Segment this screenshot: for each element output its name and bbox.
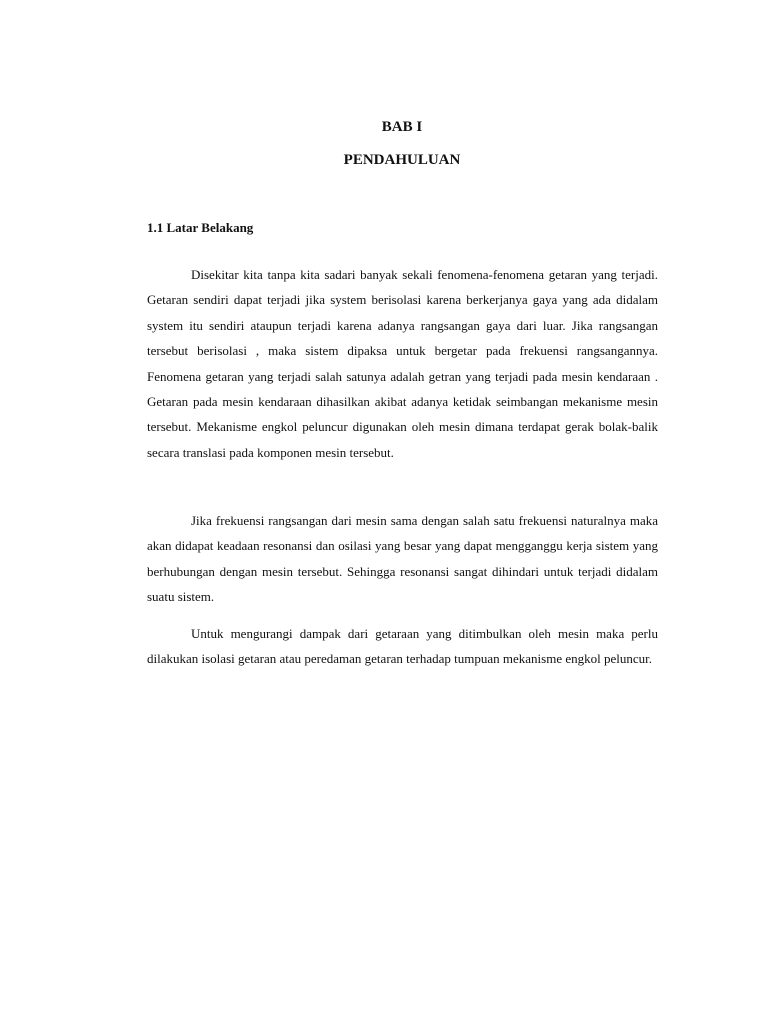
paragraph-1: Disekitar kita tanpa kita sadari banyak sekali fenomena-fenomena getaran yang terjadi. Getaran sendiri dapat terjadi jika system berisolasi karena berkerjanya gaya yang ada didalam system itu sendiri ataupun terjadi karena adanya rangsangan gaya dari luar. Jika rangsangan tersebut berisolasi , maka sistem dipaksa untuk bergetar pada frekuensi rangsangannya. Fenomena getaran yang terjadi salah satunya adalah getran yang terjadi pada mesin kendaraan . Getaran pada mesin kendaraan dihasilkan akibat adanya ketidak seimbangan mekanisme mesin tersebut. Mekanisme engkol peluncur digunakan oleh mesin dimana terdapat gerak bolak-balik secara translasi pada komponen mesin tersebut.: [147, 267, 658, 460]
chapter-number: BAB I: [381, 119, 423, 135]
section-heading: 1.1 Latar Belakang: [147, 220, 254, 235]
paragraph-2: Jika frekuensi rangsangan dari mesin sama dengan salah satu frekuensi naturalnya maka akan didapat keadaan resonansi dan osilasi yang besar yang dapat mengganggu kerja sistem yang berhubungan dengan mesin tersebut. Sehingga resonansi sangat dihindari untuk terjadi didalam suatu sistem.: [147, 513, 658, 605]
chapter-title: PENDAHULUAN: [343, 152, 461, 168]
paragraph-3: Untuk mengurangi dampak dari getaraan yang ditimbulkan oleh mesin maka perlu dilakukan isolasi getaran atau peredaman getaran terhadap tumpuan mekanisme engkol peluncur.: [147, 626, 658, 667]
